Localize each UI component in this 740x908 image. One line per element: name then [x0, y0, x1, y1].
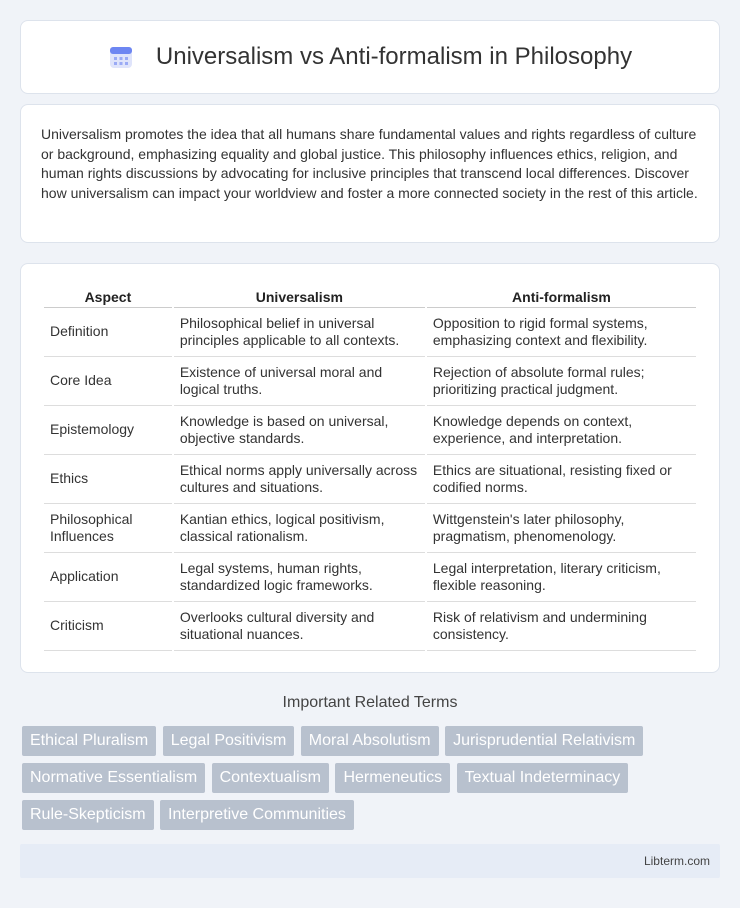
aspect-cell: Core Idea: [44, 357, 172, 406]
footer-site-link[interactable]: Libterm.com: [643, 854, 710, 868]
related-term-tag[interactable]: Normative Essentialism: [22, 763, 205, 793]
related-term-tag[interactable]: Rule-Skepticism: [22, 800, 154, 830]
footer: [20, 844, 720, 878]
table-row: [44, 553, 696, 602]
aspect-cell: Ethics: [44, 455, 172, 504]
aspect-cell: Definition: [44, 308, 172, 357]
anti-formalism-cell: Ethics are situational, resisting fixed or codified norms.: [427, 455, 696, 504]
header-anti-formalism: Anti-formalism: [427, 284, 696, 308]
intro-text: Universalism promotes the idea that all humans share fundamental values and rights regardless of culture or background, emphasizing equality and global justice. This philosophy influences ethics, religion, and human rights discussions by advocating for inclusive principles that transcend local differences. Discover how universalism can impact your worldview and foster a more connected society in the rest of this article.: [41, 126, 698, 201]
related-term-tag[interactable]: Legal Positivism: [163, 726, 295, 756]
page-title: Universalism vs Anti-formalism in Philosophy: [155, 43, 633, 70]
related-term-tag[interactable]: Moral Absolutism: [301, 726, 439, 756]
related-term-tag[interactable]: Contextualism: [212, 763, 329, 793]
anti-formalism-cell: Opposition to rigid formal systems, emphasizing context and flexibility.: [427, 308, 696, 357]
table-header-row: [44, 284, 696, 308]
universalism-cell: Existence of universal moral and logical truths.: [174, 357, 425, 406]
related-term-tag[interactable]: Ethical Pluralism: [22, 726, 156, 756]
aspect-cell: Epistemology: [44, 406, 172, 455]
anti-formalism-cell: Wittgenstein's later philosophy, pragmatism, phenomenology.: [427, 504, 696, 553]
universalism-cell: Ethical norms apply universally across cultures and situations.: [174, 455, 425, 504]
related-term-tag[interactable]: Textual Indeterminacy: [457, 763, 629, 793]
calendar-icon: [108, 44, 134, 70]
universalism-cell: Overlooks cultural diversity and situational nuances.: [174, 602, 425, 651]
related-term-tag[interactable]: Interpretive Communities: [160, 800, 354, 830]
table-row: [44, 602, 696, 651]
universalism-cell: Kantian ethics, logical positivism, classical rationalism.: [174, 504, 425, 553]
table-row: [44, 406, 696, 455]
related-term-tag[interactable]: Jurisprudential Relativism: [445, 726, 643, 756]
anti-formalism-cell: Legal interpretation, literary criticism, flexible reasoning.: [427, 553, 696, 602]
universalism-cell: Philosophical belief in universal principles applicable to all contexts.: [174, 308, 425, 357]
related-terms-heading: Important Related Terms: [282, 694, 458, 711]
intro-card: [20, 104, 720, 243]
comparison-table: [42, 284, 698, 651]
header-aspect: Aspect: [44, 284, 172, 308]
aspect-cell: Philosophical Influences: [44, 504, 172, 553]
related-term-tag[interactable]: Hermeneutics: [335, 763, 450, 793]
related-terms-list: [22, 726, 722, 837]
anti-formalism-cell: Knowledge depends on context, experience, and interpretation.: [427, 406, 696, 455]
header-universalism: Universalism: [174, 284, 425, 308]
anti-formalism-cell: Rejection of absolute formal rules; prioritizing practical judgment.: [427, 357, 696, 406]
universalism-cell: Legal systems, human rights, standardized logic frameworks.: [174, 553, 425, 602]
table-row: [44, 308, 696, 357]
comparison-card: [20, 263, 720, 673]
universalism-cell: Knowledge is based on universal, objective standards.: [174, 406, 425, 455]
title-card: [20, 20, 720, 94]
table-row: [44, 455, 696, 504]
anti-formalism-cell: Risk of relativism and undermining consistency.: [427, 602, 696, 651]
aspect-cell: Application: [44, 553, 172, 602]
table-row: [44, 357, 696, 406]
table-row: [44, 504, 696, 553]
aspect-cell: Criticism: [44, 602, 172, 651]
